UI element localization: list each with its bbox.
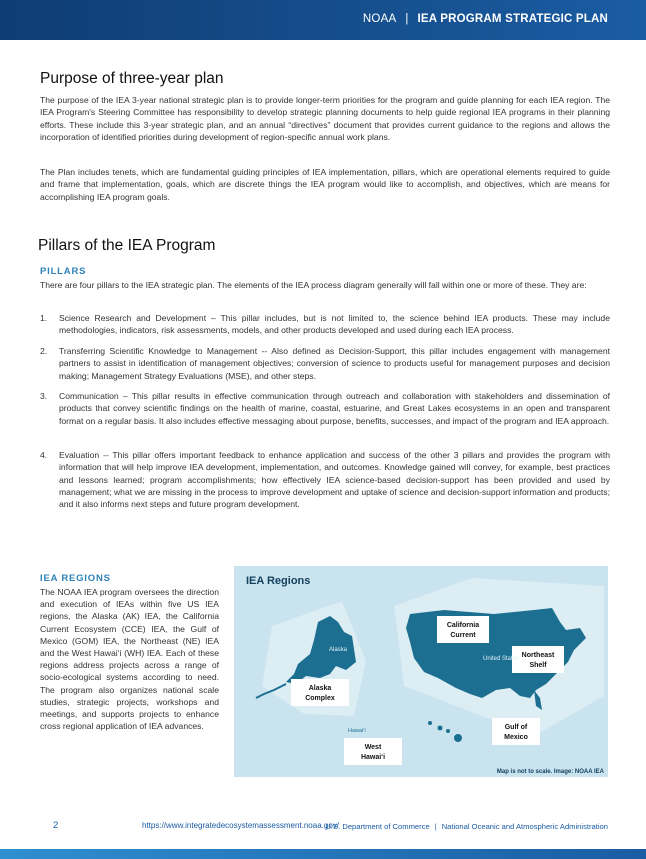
northeast-shelf-label-1: Northeast <box>521 652 555 659</box>
california-current-label-2: Current <box>450 632 476 639</box>
map-title: IEA Regions <box>246 575 311 587</box>
alaska-complex-label-2: Complex <box>305 695 335 702</box>
pillar-number: 1. <box>40 313 48 323</box>
pillars-intro: There are four pillars to the IEA strategic plan. The elements of the IEA process diagram generally will fall within one or more of these. They are: <box>40 280 587 290</box>
label-united-states: United States <box>483 656 520 662</box>
map-caption: Map is not to scale. Image: NOAA IEA <box>496 769 604 775</box>
regions-paragraph: The NOAA IEA program oversees the direction and execution of IEAs within five US IEA regions, the Alaska (AK) IEA, the California Current Ecosystem (CCE) IEA, the Gulf of Mexico (GOM) IEA, the Northeast (NE) IEA and the West Hawai‘i (WH) IEA. Each of these regions address projects across a range of socio-ecological systems according to need. The program also organizes national scale studies, strategic projects, workshops and meetings, and supports projects to enhance cross regional application of IEA advances. <box>40 587 219 732</box>
west-hawaii-label-2: Hawai‘i <box>360 754 386 761</box>
header-text <box>363 13 608 25</box>
hawaii-island <box>454 734 462 742</box>
label-alaska: Alaska <box>329 647 348 653</box>
hawaii-island <box>438 726 443 731</box>
pillar-text: Evaluation -- This pillar offers important feedback to enhance application and success of the other 3 pillars and provides the program with information that will help improve IEA development, implementation, and outcomes. Knowledge gained will convey, for example, best practices and lessons learned; program accomplishments; how effectively IEA science-based decision-support has been provided and used by management; what we are missing in the process to improve development and uptake of science and decision-support information and products; and it also informs next steps and future program development. <box>59 450 610 510</box>
california-current-label-1: California <box>446 622 480 629</box>
pillar-number: 4. <box>40 450 48 460</box>
gulf-of-mexico-label-2: Mexico <box>504 734 528 741</box>
west-hawaii-label-1: West <box>364 744 382 751</box>
footer-agency-name: National Oceanic and Atmospheric Administration <box>441 822 608 831</box>
footer-agency <box>325 822 608 831</box>
pillars-subhead: PILLARS <box>40 266 87 277</box>
footer-dept: U.S. Department of Commerce <box>325 822 430 831</box>
label-hawaii: Hawai‘i <box>348 728 366 734</box>
hawaii-island <box>446 729 450 733</box>
header-title: IEA PROGRAM STRATEGIC PLAN <box>417 13 608 25</box>
purpose-paragraph-1: The purpose of the IEA 3-year national strategic plan is to provide longer-term priorities for the program and guide planning for each IEA region. The IEA Program's Steering Committee has responsibility to develop strategic planning documents to help guide regional IEA programs in their planning efforts. These include this 3-year strategic plan, and an annual “directives” document that provides current guidance to the regions and allows the incorporation of identified priorities during development of region-specific annual work plans. <box>40 95 610 142</box>
alaska-complex-label-1: Alaska <box>308 685 332 692</box>
regions-subhead: IEA REGIONS <box>40 573 111 584</box>
purpose-paragraph-2: The Plan includes tenets, which are fundamental guiding principles of IEA implementation, pillars, which are operational elements required to guide and frame that implementation, goals, which are discrete things the IEA program would like to accomplish, and objectives, which are means for accomplishing IEA program goals. <box>40 167 610 202</box>
pillar-number: 2. <box>40 346 48 356</box>
header-separator: | <box>405 13 409 25</box>
gulf-of-mexico-label-1: Gulf of <box>504 724 528 731</box>
pillar-text: Science Research and Development – This pillar includes, but is not limited to, the science behind IEA products. These may include methodologies, indicators, risk assessments, models, and other products developed and used during each IEA process. <box>59 313 610 336</box>
page-number: 2 <box>53 820 59 831</box>
hawaii-island <box>428 721 432 725</box>
purpose-title: Purpose of three-year plan <box>40 70 224 87</box>
footer-url-link[interactable]: https://www.integratedecosystemassessment.noaa.gov/ <box>142 821 339 830</box>
pillar-number: 3. <box>40 391 48 401</box>
pillar-text: Transferring Scientific Knowledge to Management -- Also defined as Decision-Support, this pillar includes engagement with management partners to assist in identification of management objectives; conversion of science to products useful for management purposes and decision making; Management Strategy Evaluations (MSE), and other steps. <box>59 346 610 381</box>
header-org: NOAA <box>362 13 397 25</box>
pillars-title: Pillars of the IEA Program <box>38 237 216 254</box>
footer-bar <box>0 849 646 859</box>
footer-separator: | <box>434 822 437 831</box>
northeast-shelf-label-2: Shelf <box>529 662 547 669</box>
header-bar <box>0 0 646 40</box>
iea-regions-map <box>234 566 608 777</box>
map-graphic <box>234 566 608 777</box>
pillar-text: Communication – This pillar results in effective communication through outreach and collaboration with stakeholders and dissemination of products that convey scientific findings on the health of marine, coastal, estuarine, and Great Lakes ecosystems in an open and transparent format on a regular basis. It also includes effective messaging about purpose, benefits, successes, and impact of the program and IEA approach. <box>59 391 610 426</box>
